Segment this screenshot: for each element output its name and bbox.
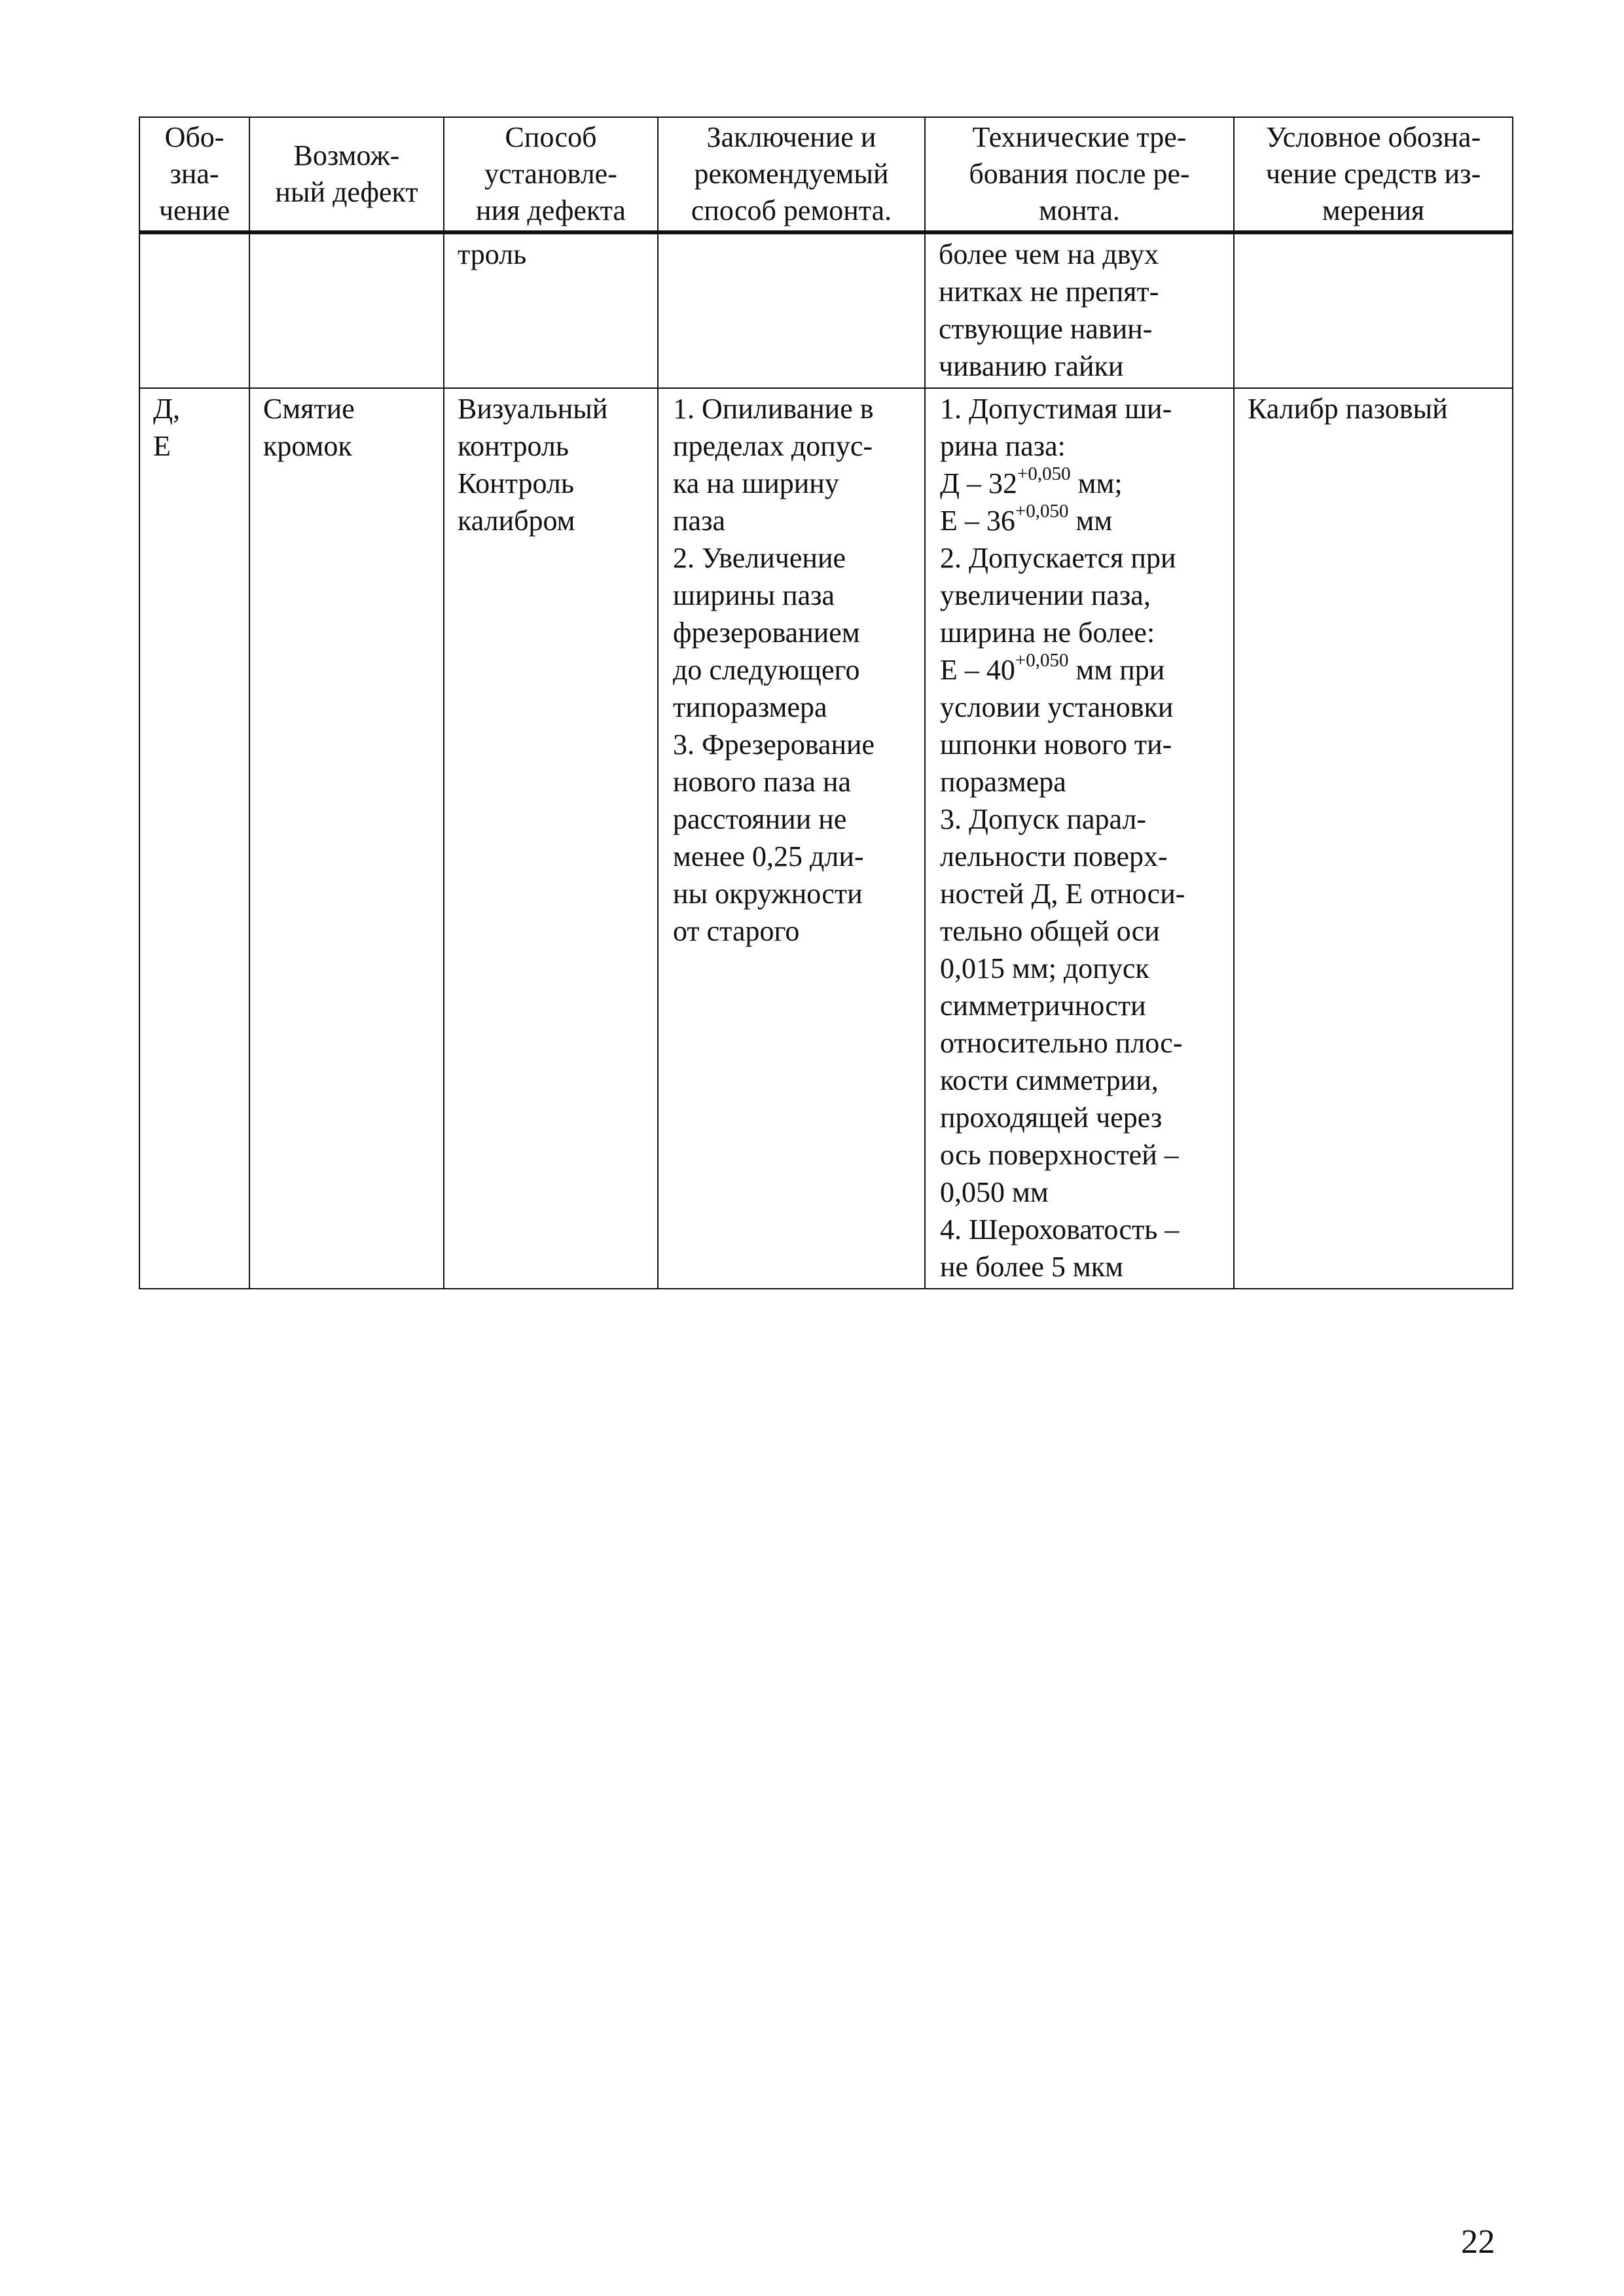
cell-designation: Д, Е bbox=[139, 388, 249, 1289]
cell-conclusion bbox=[658, 232, 925, 388]
tolerance-line: Е – $36^{+0,050}$ мм bbox=[940, 501, 1113, 537]
cell-conclusion: 1. Опиливание в пределах допус- ка на ширину паза 2. Увеличение ширины паза фрезерованием до следующего типоразмера 3. Фрезерование нового паза на расстоянии не менее 0,25 дли- ны окружности от старого bbox=[658, 388, 925, 1289]
header-designation: Обо- зна- чение bbox=[139, 117, 249, 232]
defect-table bbox=[139, 117, 1513, 1289]
cell-method: Визуальный контроль Контроль калибром bbox=[444, 388, 658, 1289]
header-requirements: Технические тре- бования после ре- монта. bbox=[925, 117, 1234, 232]
cell-requirements: 1. Допустимая ши- рина паза: Д – $32^{+0,050}$ мм; Е – $36^{+0,050}$ мм 2. Допускается при увеличении паза, ширина не более: Е – $40^{+0,050}$ мм при условии установки шпонки нового ти- поразмера 3. Допуск парал- лельности поверх- ностей Д, Е относи- тельно общей оси 0,015 мм; допуск симметричности относительно плос- кости симметрии, проходящей через ось поверхностей – 0,050 мм 4. Шероховатость – не более 5 мкм bbox=[925, 388, 1234, 1289]
cell-method: троль bbox=[444, 232, 658, 388]
cell-defect bbox=[249, 232, 444, 388]
table-row bbox=[139, 388, 1513, 1289]
tolerance-line: Е – $40^{+0,050}$ мм при bbox=[940, 650, 1165, 686]
table-row bbox=[139, 232, 1513, 388]
cell-instrument bbox=[1234, 232, 1513, 388]
header-method: Способ установле- ния дефекта bbox=[444, 117, 658, 232]
cell-defect: Смятие кромок bbox=[249, 388, 444, 1289]
header-row bbox=[139, 117, 1513, 232]
page-number: 22 bbox=[1461, 2223, 1495, 2261]
cell-instrument: Калибр пазовый bbox=[1234, 388, 1513, 1289]
cell-requirements: более чем на двух нитках не препят- ствующие навин- чиванию гайки bbox=[925, 232, 1234, 388]
tolerance-line: Д – $32^{+0,050}$ мм; bbox=[940, 463, 1123, 499]
header-conclusion: Заключение и рекомендуемый способ ремонта. bbox=[658, 117, 925, 232]
header-instrument: Условное обозна- чение средств из- мерения bbox=[1234, 117, 1513, 232]
cell-designation bbox=[139, 232, 249, 388]
header-defect: Возмож- ный дефект bbox=[249, 117, 444, 232]
